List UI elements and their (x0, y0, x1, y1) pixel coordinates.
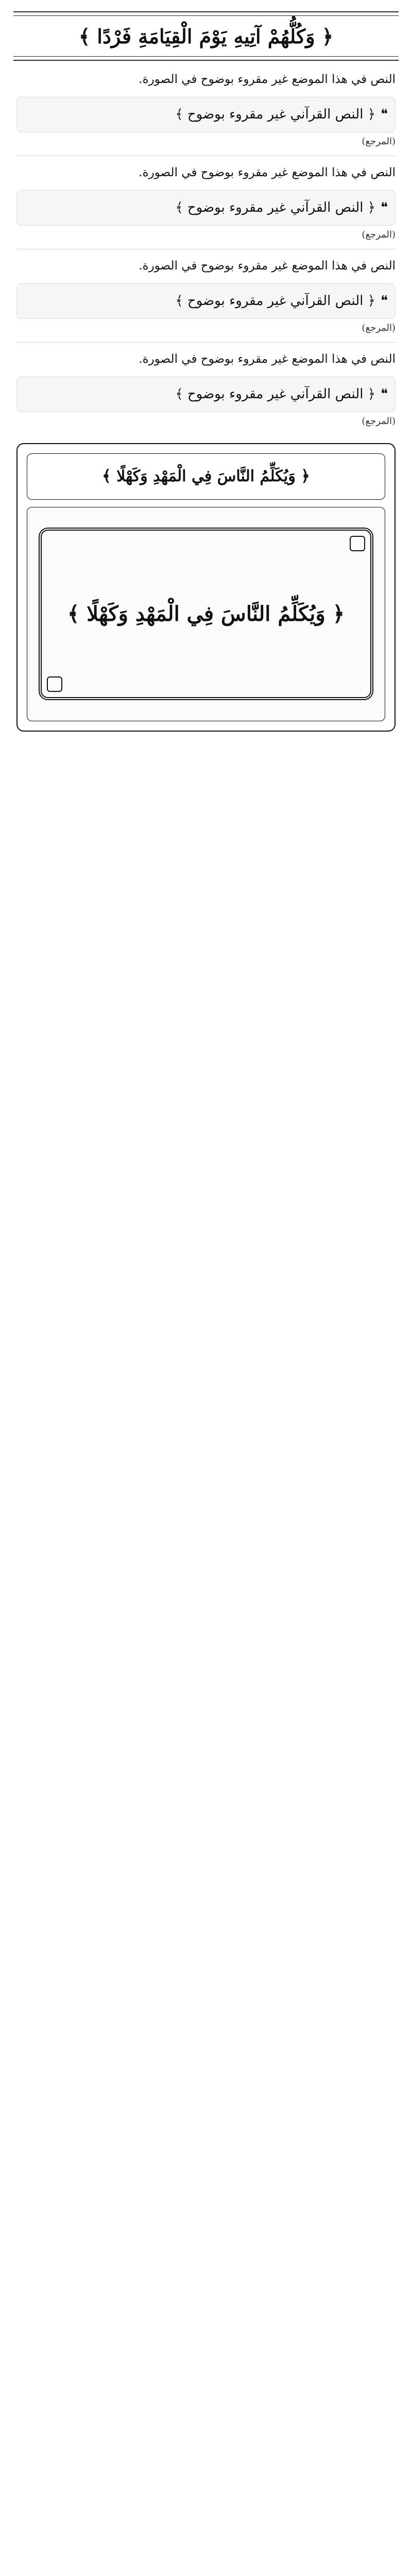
quote-mark-icon: ❝ (381, 200, 388, 216)
footer-art (27, 507, 385, 721)
section (16, 163, 396, 257)
quran-quote-text: ﴿ النص القرآني غير مقروء بوضوح ﴾ (175, 386, 375, 402)
section (16, 257, 396, 350)
quran-quote (16, 97, 396, 132)
quote-reference: (المرجع) (362, 135, 396, 147)
paragraph: النص في هذا الموضع غير مقروء بوضوح في الصورة. (139, 166, 396, 180)
paragraph: النص في هذا الموضع غير مقروء بوضوح في الصورة. (139, 259, 396, 273)
page-header (13, 11, 399, 61)
calligraphy-frame (39, 528, 373, 700)
quote-mark-icon: ❝ (381, 293, 388, 309)
quran-quote-text: ﴿ النص القرآني غير مقروء بوضوح ﴾ (175, 200, 375, 216)
quote-mark-icon: ❝ (381, 386, 388, 402)
quran-quote (16, 190, 396, 226)
quote-reference: (المرجع) (362, 229, 396, 240)
section-divider (16, 342, 396, 343)
section (16, 350, 396, 435)
quote-reference: (المرجع) (362, 416, 396, 427)
quran-quote-text: ﴿ النص القرآني غير مقروء بوضوح ﴾ (175, 293, 375, 309)
paragraph: النص في هذا الموضع غير مقروء بوضوح في الصورة. (139, 73, 396, 86)
footer-panel (16, 443, 396, 732)
quran-quote (16, 283, 396, 319)
paragraph: النص في هذا الموضع غير مقروء بوضوح في الصورة. (139, 352, 396, 366)
quran-quote-text: ﴿ النص القرآني غير مقروء بوضوح ﴾ (175, 106, 375, 122)
footer-top-band: ﴿ وَيُكَلِّمُ النَّاسَ فِي الْمَهْدِ وَكَهْلًا ﴾ (27, 453, 385, 500)
quran-quote (16, 377, 396, 412)
quote-mark-icon: ❝ (381, 106, 388, 122)
calligraphy-text: ﴿ وَيُكَلِّمُ النَّاسَ فِي الْمَهْدِ وَكَهْلًا ﴾ (67, 601, 345, 626)
page-title: ﴿ وَكُلُّهُمْ آتِيهِ يَوْمَ الْقِيَامَةِ فَرْدًا ﴾ (78, 24, 334, 48)
section (16, 70, 396, 163)
quote-reference: (المرجع) (362, 322, 396, 333)
document-body (13, 61, 399, 2576)
